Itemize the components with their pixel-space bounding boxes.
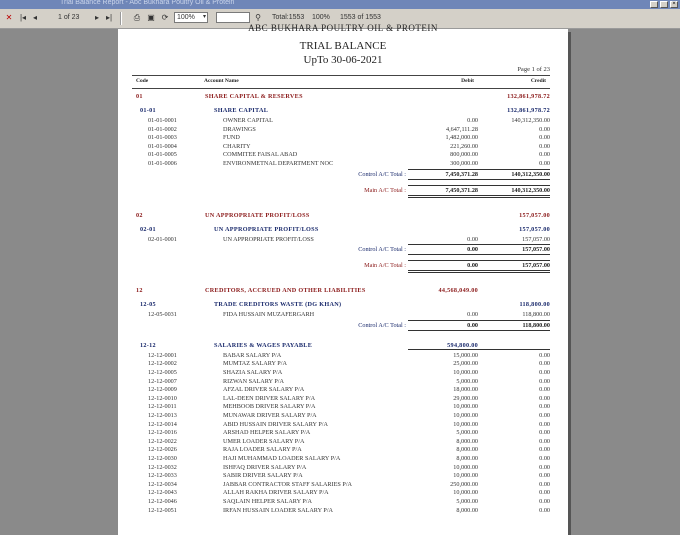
account-row-credit: 0.00 — [539, 125, 550, 133]
main-account-row-debit: 44,568,049.00 — [438, 287, 478, 295]
account-row-credit: 0.00 — [539, 351, 550, 359]
account-row-debit: 10,000.00 — [453, 420, 478, 428]
control-account-rule — [408, 349, 550, 350]
account-row-credit: 0.00 — [539, 420, 550, 428]
control-total-row-label: Control A/C Total : — [358, 321, 406, 329]
account-row-debit: 8,000.00 — [456, 446, 478, 454]
main-total-row-bottom-rule — [408, 270, 550, 271]
account-row-name: UN APPROPRIATE PROFIT/LOSS — [223, 235, 314, 243]
prev-page-icon[interactable]: ◂ — [32, 13, 37, 22]
main-account-row-credit: 157,057.00 — [519, 211, 550, 219]
account-row-name: AFZAL DRIVER SALARY P/A — [223, 386, 305, 394]
account-row-credit: 118,800.00 — [522, 311, 550, 319]
main-account-row-credit: 132,861,978.72 — [507, 93, 550, 100]
zoom-value: 100% — [177, 14, 195, 21]
account-row-debit: 8,000.00 — [456, 437, 478, 445]
main-account-row-name: SHARE CAPITAL & RESERVES — [205, 93, 303, 100]
control-total-row-label: Control A/C Total : — [358, 170, 406, 178]
account-row-credit: 0.00 — [539, 403, 550, 411]
control-total-row-bottom-rule — [408, 330, 550, 331]
search-input[interactable] — [216, 12, 250, 23]
main-account-row-name: CREDITORS, ACCRUED AND OTHER LIABILITIES — [205, 287, 366, 295]
account-row-debit: 10,000.00 — [453, 412, 478, 419]
account-row-name: ENVIRONMETNAL DEPARTMENT NOC — [223, 160, 334, 167]
account-row-debit: 10,000.00 — [453, 369, 478, 376]
page-indicator: 1 of 23 — [58, 14, 80, 21]
column-header-row — [132, 75, 550, 89]
company-name: ABC BUKHARA POULTRY OIL & PROTEIN — [248, 23, 438, 33]
account-row-name: ISHFAQ DRIVER SALARY P/A — [223, 463, 307, 471]
control-total-row-bottom-rule — [408, 179, 550, 180]
report-page[interactable] — [118, 23, 568, 535]
account-row-credit: 0.00 — [539, 377, 550, 385]
account-row-code: 12-12-0011 — [148, 403, 177, 411]
control-account-row-name: UN APPROPRIATE PROFIT/LOSS — [214, 225, 319, 233]
control-account-row-code: 02-01 — [140, 225, 156, 233]
account-row-name: OWNER CAPITAL — [223, 117, 273, 124]
control-total-row-debit: 0.00 — [467, 246, 478, 254]
control-account-row-credit: 157,057.00 — [519, 225, 550, 233]
account-row-debit: 4,647,111.28 — [445, 125, 478, 133]
control-total-row-credit: 118,800.00 — [522, 321, 550, 329]
page-shadow — [568, 32, 571, 535]
account-row-code: 12-12-0002 — [148, 360, 177, 368]
control-total-row-debit: 7,450,371.28 — [445, 170, 478, 178]
account-row-credit: 0.00 — [539, 506, 550, 514]
report-date: UpTo 30-06-2021 — [303, 54, 383, 66]
control-account-row-code: 01-01 — [140, 107, 156, 114]
export-icon[interactable]: ▣ — [147, 13, 155, 22]
account-row-credit: 0.00 — [539, 151, 550, 159]
control-account-row-name: TRADE CREDITORS WASTE (DG KHAN) — [214, 301, 342, 309]
main-total-row-debit: 7,450,371.28 — [445, 186, 478, 194]
account-row-credit: 140,312,350.00 — [511, 117, 550, 124]
record-count-label: 1553 of 1553 — [340, 14, 381, 21]
account-row-credit: 0.00 — [539, 489, 550, 497]
column-header-name: Account Name — [204, 78, 239, 84]
account-row-name: LAL-DEEN DRIVER SALARY P/A — [223, 394, 316, 402]
account-row-debit: 15,000.00 — [453, 351, 478, 359]
account-row-name: SABIR DRIVER SALARY P/A — [223, 472, 303, 480]
control-account-row-name: SHARE CAPITAL — [214, 107, 269, 114]
account-row-code: 01-01-0004 — [148, 142, 177, 150]
account-row-name: SHAZIA SALARY P/A — [223, 369, 283, 376]
account-row-debit: 10,000.00 — [453, 403, 478, 411]
account-row-debit: 221,260.00 — [450, 142, 478, 150]
control-total-row-debit: 0.00 — [467, 321, 478, 329]
account-row-debit: 8,000.00 — [456, 455, 478, 462]
account-row-credit: 0.00 — [539, 429, 550, 437]
account-row-credit: 0.00 — [539, 369, 550, 376]
binoculars-icon[interactable]: ⚲ — [255, 13, 261, 22]
account-row-credit: 0.00 — [539, 498, 550, 505]
account-row-code: 12-12-0016 — [148, 429, 177, 437]
main-total-row-double-rule — [408, 197, 550, 198]
account-row-code: 12-12-0009 — [148, 386, 177, 394]
window-title: Trial Balance Report - Abc Bukhara Poultry Oil & Protein — [60, 0, 235, 6]
main-total-row-label: Main A/C Total : — [364, 262, 406, 270]
main-account-row-code: 01 — [136, 93, 143, 100]
main-total-row-label: Main A/C Total : — [364, 186, 406, 194]
account-row-debit: 800,000.00 — [450, 151, 478, 159]
account-row-credit: 0.00 — [539, 480, 550, 488]
account-row-debit: 0.00 — [467, 117, 478, 124]
account-row-code: 01-01-0003 — [148, 134, 177, 142]
account-row-debit: 10,000.00 — [453, 489, 478, 497]
viewer-background-left — [0, 29, 118, 535]
account-row-name: SAQLAIN HELPER SALARY P/A — [223, 498, 312, 505]
minimize-button[interactable] — [650, 1, 658, 8]
viewer-background-right — [568, 29, 680, 535]
account-row-code: 01-01-0002 — [148, 125, 177, 133]
column-header-code: Code — [136, 78, 149, 84]
main-account-row-name: UN APPROPRIATE PROFIT/LOSS — [205, 211, 310, 219]
account-row-credit: 0.00 — [539, 386, 550, 394]
account-row-code: 12-12-0010 — [148, 394, 177, 402]
account-row-name: MUNAWAR DRIVER SALARY P/A — [223, 412, 317, 419]
account-row-code: 02-01-0001 — [148, 235, 177, 243]
account-row-code: 12-12-0032 — [148, 463, 177, 471]
main-total-row-credit: 157,057.00 — [522, 262, 550, 270]
account-row-debit: 8,000.00 — [456, 506, 478, 514]
account-row-name: FIDA HUSSAIN MUZAFERGARH — [223, 311, 315, 319]
account-row-name: DRAWINGS — [223, 125, 256, 133]
account-row-code: 01-01-0005 — [148, 151, 177, 159]
account-row-name: MUMTAZ SALARY P/A — [223, 360, 287, 368]
account-row-name: ABID HUSSAIN DRIVER SALARY P/A — [223, 420, 328, 428]
control-account-row-code: 12-05 — [140, 301, 156, 309]
account-row-name: HAJI MUHAMMAD LOADER SALARY P/A — [223, 455, 341, 462]
control-total-row-label: Control A/C Total : — [358, 246, 406, 254]
control-total-row-credit: 157,057.00 — [522, 246, 550, 254]
account-row-debit: 10,000.00 — [453, 472, 478, 480]
account-row-debit: 1,482,000.00 — [445, 134, 478, 142]
control-account-row-credit: 118,800.00 — [519, 301, 550, 309]
account-row-debit: 0.00 — [467, 311, 478, 319]
account-row-credit: 157,057.00 — [522, 235, 550, 243]
main-account-row-code: 12 — [136, 287, 143, 295]
total-records-label: Total:1553 — [272, 14, 305, 21]
account-row-debit: 29,000.00 — [453, 394, 478, 402]
control-total-row-bottom-rule — [408, 254, 550, 255]
account-row-code: 01-01-0006 — [148, 160, 177, 167]
main-total-row-bottom-rule — [408, 195, 550, 196]
main-total-row-double-rule — [408, 272, 550, 273]
main-total-row-credit: 140,312,350.00 — [511, 186, 550, 194]
next-page-icon[interactable]: ▸ — [94, 13, 99, 22]
account-row-name: FUND — [223, 134, 240, 142]
account-row-debit: 5,000.00 — [456, 429, 478, 437]
close-report-icon[interactable]: ✕ — [5, 13, 13, 22]
account-row-code: 12-12-0005 — [148, 369, 177, 376]
account-row-name: CHARITY — [223, 142, 251, 150]
account-row-code: 12-12-0043 — [148, 489, 177, 497]
refresh-icon[interactable]: ⟳ — [161, 13, 169, 22]
account-row-name: RIZWAN SALARY P/A — [223, 377, 284, 385]
account-row-name: ALLAH RAKHA DRIVER SALARY P/A — [223, 489, 329, 497]
main-total-row-debit: 0.00 — [467, 262, 478, 270]
account-row-name: BABAR SALARY P/A — [223, 351, 282, 359]
account-row-credit: 0.00 — [539, 394, 550, 402]
account-row-debit: 25,000.00 — [453, 360, 478, 368]
first-page-icon[interactable]: |◂ — [19, 13, 27, 22]
account-row-credit: 0.00 — [539, 142, 550, 150]
account-row-code: 12-12-0007 — [148, 377, 177, 385]
account-row-name: COMMITEE FAISAL ABAD — [223, 151, 298, 159]
account-row-code: 01-01-0001 — [148, 117, 177, 124]
account-row-name: RAJA LOADER SALARY P/A — [223, 446, 302, 454]
chevron-down-icon: ▾ — [202, 14, 206, 20]
main-account-row-code: 02 — [136, 211, 143, 219]
account-row-name: ARSHAD HELPER SALARY P/A — [223, 429, 311, 437]
page-number: Page 1 of 23 — [517, 66, 550, 73]
account-row-credit: 0.00 — [539, 455, 550, 462]
account-row-debit: 5,000.00 — [456, 498, 478, 505]
account-row-credit: 0.00 — [539, 446, 550, 454]
account-row-name: MEHBOOB DRIVER SALARY P/A — [223, 403, 316, 411]
column-header-debit: Debit — [461, 78, 474, 84]
account-row-credit: 0.00 — [539, 160, 550, 167]
report-title: TRIAL BALANCE — [299, 40, 387, 52]
account-row-code: 12-12-0013 — [148, 412, 177, 419]
print-icon[interactable]: ⎙ — [133, 13, 141, 22]
account-row-code: 12-12-0022 — [148, 437, 177, 445]
account-row-credit: 0.00 — [539, 472, 550, 480]
account-row-debit: 0.00 — [467, 235, 478, 243]
account-row-debit: 18,000.00 — [453, 386, 478, 394]
account-row-debit: 300,000.00 — [450, 160, 478, 167]
account-row-code: 12-05-0031 — [148, 311, 177, 319]
account-row-name: JABBAR CONTRACTOR STAFF SALARIES P/A — [223, 480, 353, 488]
close-button[interactable]: × — [670, 1, 678, 8]
window-title-bar — [0, 0, 680, 9]
account-row-code: 12-12-0034 — [148, 480, 177, 488]
maximize-button[interactable] — [660, 1, 668, 8]
account-row-credit: 0.00 — [539, 437, 550, 445]
control-total-row-credit: 140,312,350.00 — [511, 170, 550, 178]
zoom-select[interactable] — [174, 12, 208, 23]
zoom-percent-label: 100% — [312, 14, 330, 21]
control-account-row-credit: 132,861,978.72 — [507, 107, 550, 114]
last-page-icon[interactable]: ▸| — [105, 13, 113, 22]
account-row-code: 12-12-0001 — [148, 351, 177, 359]
account-row-debit: 250,000.00 — [450, 480, 478, 488]
account-row-code: 12-12-0026 — [148, 446, 177, 454]
account-row-credit: 0.00 — [539, 360, 550, 368]
account-row-name: UMER LOADER SALARY P/A — [223, 437, 305, 445]
control-account-row-debit: 594,800.00 — [447, 341, 478, 349]
account-row-code: 12-12-0014 — [148, 420, 177, 428]
account-row-debit: 5,000.00 — [456, 377, 478, 385]
account-row-code: 12-12-0033 — [148, 472, 177, 480]
account-row-credit: 0.00 — [539, 134, 550, 142]
account-row-credit: 0.00 — [539, 412, 550, 419]
account-row-code: 12-12-0030 — [148, 455, 177, 462]
control-account-row-code: 12-12 — [140, 341, 156, 349]
account-row-name: IRFAN HUSSAIN LOADER SALARY P/A — [223, 506, 334, 514]
account-row-code: 12-12-0046 — [148, 498, 177, 505]
column-header-credit: Credit — [530, 78, 546, 84]
control-account-row-name: SALARIES & WAGES PAYABLE — [214, 341, 313, 349]
account-row-code: 12-12-0051 — [148, 506, 177, 514]
account-row-debit: 10,000.00 — [453, 463, 478, 471]
account-row-credit: 0.00 — [539, 463, 550, 471]
